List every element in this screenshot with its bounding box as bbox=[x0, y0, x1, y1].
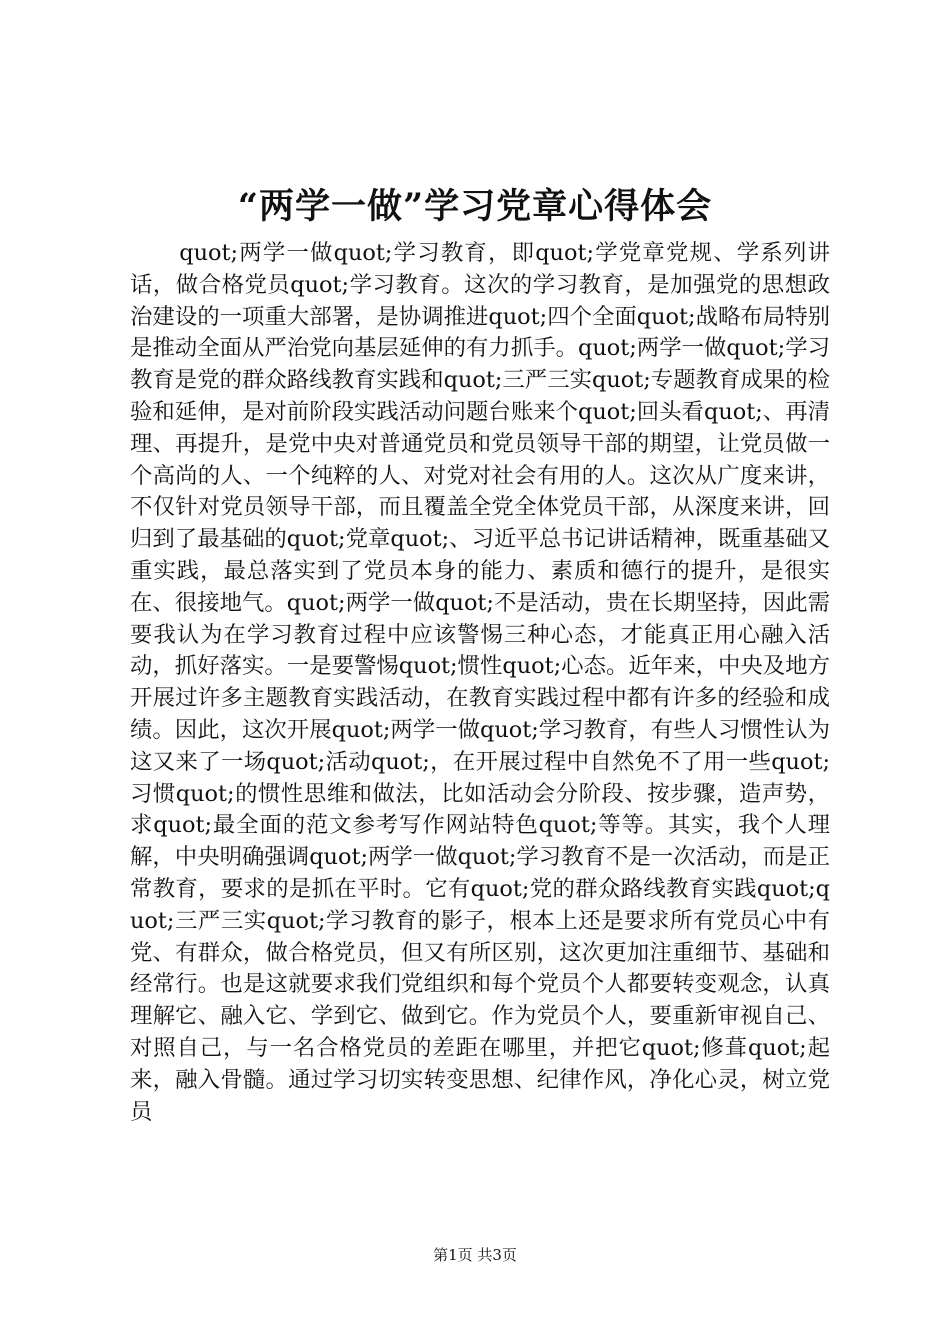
document-title: “两学一做”学习党章心得体会 bbox=[237, 186, 713, 227]
document-body-paragraph: quot;两学一做quot;学习教育，即quot;学党章党规、学系列讲话，做合格党员quot;学习教育。这次的学习教育，是加强党的思想政治建设的一项重大部署，是协调推进quot;四个全面quot;战略布局特别是推动全面从严治党向基层延伸的有力抓手。quot;两学一做quot;学习教育是党的群众路线教育实践和quot;三严三实quot;专题教育成果的检验和延伸，是对前阶段实践活动问题台账来个quot;回头看quot;、再清理、再提升，是党中央对普通党员和党员领导干部的期望，让党员做一个高尚的人、一个纯粹的人、对党对社会有用的人。这次从广度来讲，不仅针对党员领导干部，而且覆盖全党全体党员干部，从深度来讲，回归到了最基础的quot;党章quot;、习近平总书记讲话精神，既重基础又重实践，最总落实到了党员本身的能力、素质和德行的提升，是很实在、很接地气。quot;两学一做quot;不是活动，贵在长期坚持，因此需要我认为在学习教育过程中应该警惕三种心态，才能真正用心融入活动，抓好落实。一是要警惕quot;惯性quot;心态。近年来，中央及地方开展过许多主题教育实践活动，在教育实践过程中都有许多的经验和成绩。因此，这次开展quot;两学一做quot;学习教育，有些人习惯性认为这又来了一场quot;活动quot;，在开展过程中自然免不了用一些quot;习惯quot;的惯性思维和做法，比如活动会分阶段、按步骤，造声势，求quot;最全面的范文参考写作网站特色quot;等等。其实，我个人理解，中央明确强调quot;两学一做quot;学习教育不是一次活动，而是正常教育，要求的是抓在平时。它有quot;党的群众路线教育实践quot;quot;三严三实quot;学习教育的影子，根本上还是要求所有党员心中有党、有群众，做合格党员，但又有所区别，这次更加注重细节、基础和经常行。也是这就要求我们党组织和每个党员个人都要转变观念，认真理解它、融入它、学到它、做到它。作为党员个人，要重新审视自己、对照自己，与一名合格党员的差距在哪里，并把它quot;修葺quot;起来，融入骨髓。通过学习切实转变思想、纪律作风，净化心灵，树立党员 bbox=[130, 240, 830, 1125]
page-number-footer: 第1页 共3页 bbox=[433, 1246, 517, 1264]
